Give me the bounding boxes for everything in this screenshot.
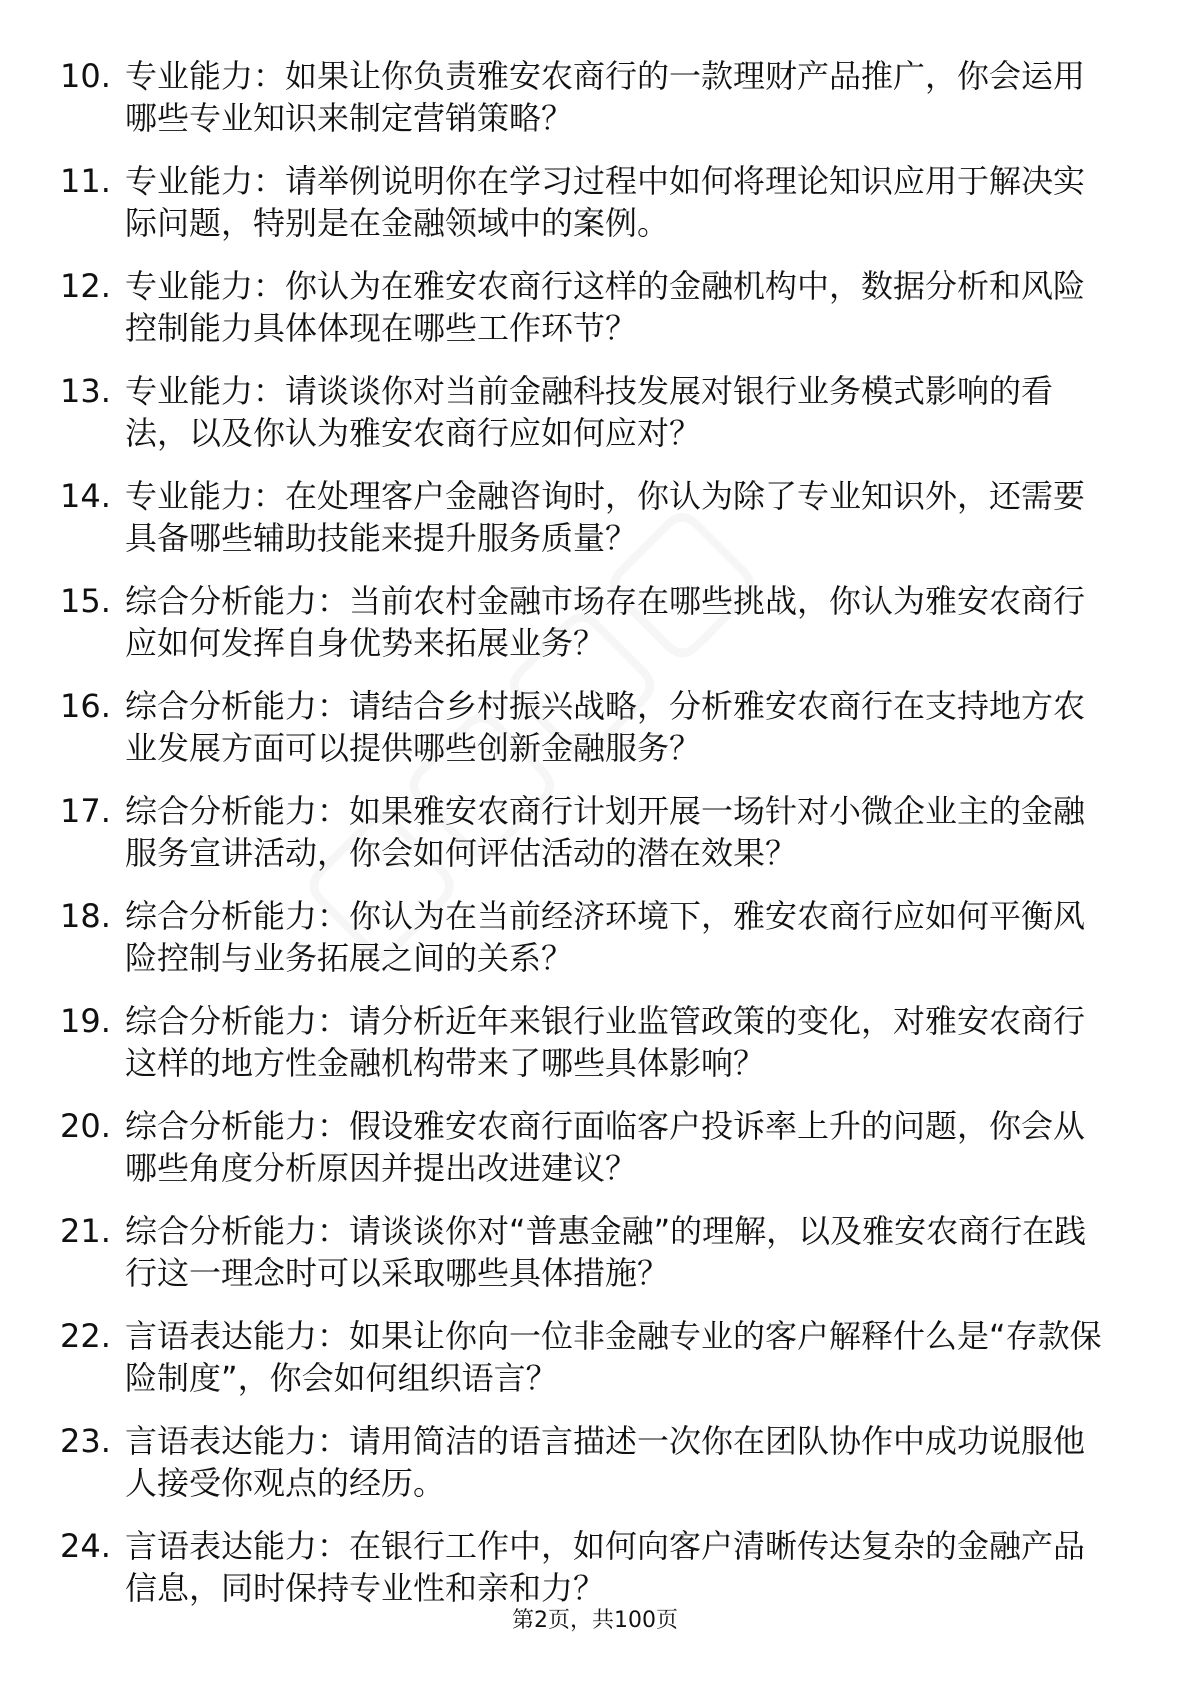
question-item [60,790,1120,895]
question-text: 专业能力：请举例说明你在学习过程中如何将理论知识应用于解决实际问题，特别是在金融领域中的案例。 [125,162,1086,242]
question-number: 12. [60,267,111,305]
question-item [60,1210,1120,1315]
question-number: 16. [60,687,111,725]
question-number: 24. [60,1527,111,1565]
question-number: 13. [60,372,111,410]
question-item [60,685,1120,790]
question-text: 言语表达能力：如果让你向一位非金融专业的客户解释什么是“存款保险制度”，你会如何组织语言？ [125,1317,1102,1397]
question-number: 19. [60,1002,111,1040]
question-item [60,1000,1120,1105]
question-item [60,1315,1120,1420]
question-item [60,265,1120,370]
question-text: 言语表达能力：在银行工作中，如何向客户清晰传达复杂的金融产品信息，同时保持专业性和亲和力？ [125,1527,1086,1607]
question-text: 综合分析能力：请结合乡村振兴战略，分析雅安农商行在支持地方农业发展方面可以提供哪些创新金融服务？ [125,687,1086,767]
page-number-footer: 第2页，共100页 [512,1608,678,1633]
question-item [60,1420,1120,1525]
question-text: 专业能力：你认为在雅安农商行这样的金融机构中，数据分析和风险控制能力具体体现在哪些工作环节？ [125,267,1086,347]
question-text: 综合分析能力：如果雅安农商行计划开展一场针对小微企业主的金融服务宣讲活动，你会如何评估活动的潜在效果？ [125,792,1086,872]
question-number: 11. [60,162,111,200]
question-text: 专业能力：如果让你负责雅安农商行的一款理财产品推广，你会运用哪些专业知识来制定营销策略？ [125,57,1086,137]
question-item [60,895,1120,1000]
question-item [60,55,1120,160]
question-text: 综合分析能力：请谈谈你对“普惠金融”的理解，以及雅安农商行在践行这一理念时可以采取哪些具体措施？ [125,1212,1087,1292]
question-number: 22. [60,1317,111,1355]
question-text: 专业能力：在处理客户金融咨询时，你认为除了专业知识外，还需要具备哪些辅助技能来提升服务质量？ [125,477,1086,557]
question-number: 18. [60,897,111,935]
question-item [60,580,1120,685]
question-item [60,1105,1120,1210]
question-number: 15. [60,582,111,620]
question-item [60,160,1120,265]
question-text: 专业能力：请谈谈你对当前金融科技发展对银行业务模式影响的看法，以及你认为雅安农商行应如何应对？ [125,372,1054,452]
question-number: 20. [60,1107,111,1145]
question-number: 23. [60,1422,111,1460]
question-number: 21. [60,1212,111,1250]
question-number: 14. [60,477,111,515]
question-item [60,370,1120,475]
question-list [60,55,1120,1630]
question-number: 17. [60,792,111,830]
question-number: 10. [60,57,111,95]
question-item [60,475,1120,580]
question-text: 综合分析能力：你认为在当前经济环境下，雅安农商行应如何平衡风险控制与业务拓展之间的关系？ [125,897,1086,977]
question-text: 言语表达能力：请用简洁的语言描述一次你在团队协作中成功说服他人接受你观点的经历。 [125,1422,1086,1502]
question-text: 综合分析能力：假设雅安农商行面临客户投诉率上升的问题，你会从哪些角度分析原因并提出改进建议？ [125,1107,1086,1187]
question-text: 综合分析能力：当前农村金融市场存在哪些挑战，你认为雅安农商行应如何发挥自身优势来拓展业务？ [125,582,1086,662]
question-text: 综合分析能力：请分析近年来银行业监管政策的变化，对雅安农商行这样的地方性金融机构带来了哪些具体影响？ [125,1002,1086,1082]
